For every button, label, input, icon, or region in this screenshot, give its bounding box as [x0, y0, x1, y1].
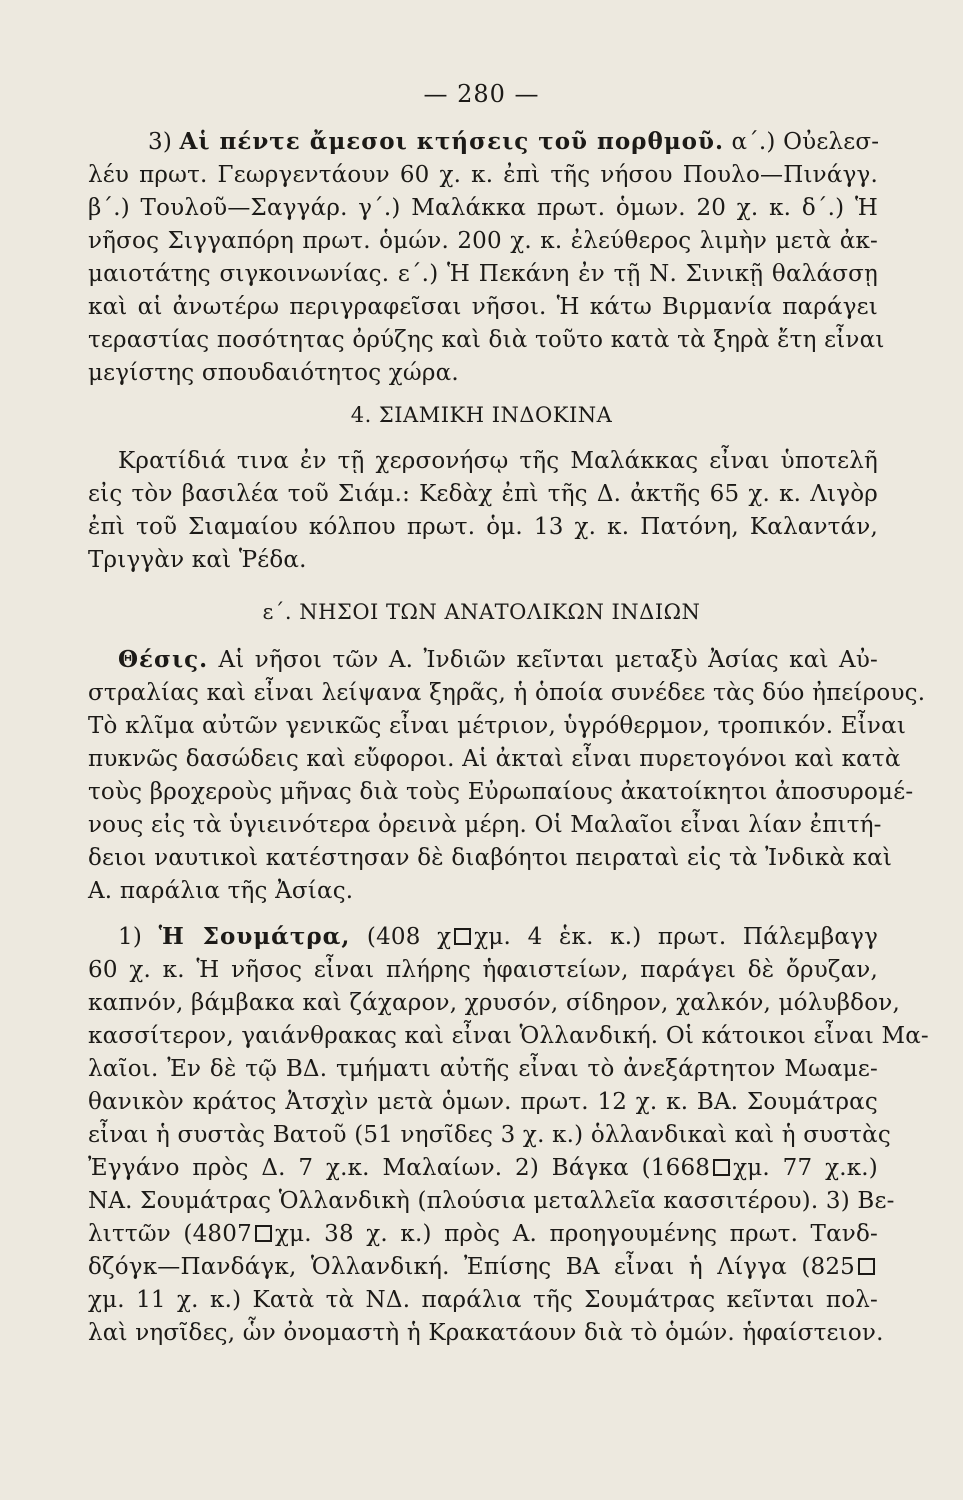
para3-number: 3)	[148, 129, 173, 155]
section-4-title: 4. ΣΙΑΜΙΚΗ ΙΝΔΟΚΙΝΑ	[350, 403, 613, 427]
para3-line-2: λέυ πρωτ. Γεωργεντάουν 60 χ. κ. ἐπὶ τῆς νήσου Πουλο—Πινάγγ.	[88, 162, 878, 188]
sec5-line-6: νους εἰς τὰ ὑγιεινότερα ὀρεινὰ μέρη. Οἱ Μαλαῖοι εἶναι λίαν ἐπιτή-	[88, 812, 882, 838]
sumatra-line-11: δζόγκ—Πανδάγκ, Ὁλλανδική. Ἐπίσης ΒΑ εἶναι ἡ Λίγγα (825	[88, 1252, 878, 1282]
sumatra-line-13: λαὶ νησῖδες, ὧν ὀνομαστὴ ἡ Κρακατάουν διὰ τὸ ὁμών. ἡφαίστειον.	[88, 1320, 884, 1346]
sumatra-line-1: 1) Ἡ Σουμάτρα, (408 χ χμ. 4 ἑκ. κ.) πρωτ. Πάλεμβαγγ	[118, 923, 879, 950]
para3-line-5: μαιοτάτης σιγκοινωνίας. ε΄.) Ἡ Πεκάνη ἐν τῇ Ν. Σινικῇ θαλάσσῃ	[88, 261, 878, 287]
sec5-line-1: Θέσις. Αἱ νῆσοι τῶν Α. Ἰνδιῶν κεῖνται μεταξὺ Ἀσίας καὶ Αὐ-	[118, 646, 878, 673]
sec4-line-3: ἐπὶ τοῦ Σιαμαίου κόλπου πρωτ. ὁμ. 13 χ. κ. Πατόνη, Καλαντάν,	[88, 514, 878, 540]
sumatra-line-5: λαῖοι. Ἐν δὲ τῷ ΒΔ. τμήματι αὐτῆς εἶναι τὸ ἀνεξάρτητον Μωαμε-	[88, 1056, 878, 1082]
sec4-line-4: Τριγγὰν καὶ Ῥέδα.	[88, 547, 307, 573]
sumatra-line-7: εἶναι ἡ συστὰς Βατοῦ (51 νησῖδες 3 χ. κ.) ὁλλανδικαὶ καὶ ἡ συστὰς	[88, 1122, 891, 1148]
sumatra-line-2: 60 χ. κ. Ἡ νῆσος εἶναι πλήρης ἡφαιστείων, παράγει δὲ ὄρυζαν,	[88, 957, 878, 983]
section-5-title: ε΄. ΝΗΣΟΙ ΤΩΝ ΑΝΑΤΟΛΙΚΩΝ ΙΝΔΙΩΝ	[262, 600, 701, 624]
sumatra-line-4: κασσίτερον, γαιάνθρακας καὶ εἶναι Ὁλλανδική. Οἱ κάτοικοι εἶναι Μα-	[88, 1023, 929, 1049]
sec5-heading: Θέσις.	[118, 646, 209, 673]
para3-line-6: καὶ αἱ ἀνωτέρω περιγραφεῖσαι νῆσοι. Ἡ κάτω Βιρμανία παράγει	[88, 294, 878, 320]
sumatra-line-10: λιττῶν (4807 χμ. 38 χ. κ.) πρὸς Α. προηγουμένης πρωτ. Τανδ-	[88, 1221, 879, 1247]
sumatra-heading: Ἡ Σουμάτρα,	[158, 923, 351, 950]
para3-line-1: 3) Αἱ πέντε ἄμεσοι κτήσεις τοῦ πορθμοῦ. α΄.) Οὐελεσ-	[148, 128, 880, 155]
square-km-symbol	[454, 928, 471, 945]
sec5-line-4: πυκνῶς δασώδεις καὶ εὔφοροι. Αἱ ἀκταὶ εἶναι πυρετογόνοι καὶ κατὰ	[88, 746, 901, 772]
para3-line-8: μεγίστης σπουδαιότητος χώρα.	[88, 360, 459, 386]
para3-line-4: νῆσος Σιγγαπόρη πρωτ. ὁμών. 200 χ. κ. ἐλεύθερος λιμὴν μετὰ ἀκ-	[88, 228, 878, 254]
sec5-line-3: Τὸ κλῖμα αὐτῶν γενικῶς εἶναι μέτριον, ὑγρόθερμον, τροπικόν. Εἶναι	[88, 713, 907, 739]
sec5-line-2: στραλίας καὶ εἶναι λείψανα ξηρᾶς, ἡ ὁποία συνέδεε τὰς δύο ἠπείρους.	[88, 680, 926, 706]
sumatra-line-9: ΝΑ. Σουμάτρας Ὁλλανδικὴ (πλούσια μεταλλεῖα κασσιτέρου). 3) Βε-	[88, 1188, 895, 1214]
square-km-symbol	[858, 1258, 875, 1275]
para3-heading: Αἱ πέντε ἄμεσοι κτήσεις τοῦ πορθμοῦ.	[179, 128, 724, 155]
sec4-line-1: Κρατίδιά τινα ἐν τῇ χερσονήσῳ τῆς Μαλάκκας εἶναι ὑποτελῆ	[118, 448, 878, 474]
sumatra-line-8: Ἐγγάνο πρὸς Δ. 7 χ.κ. Μαλαίων. 2) Βάγκα (1668 χμ. 77 χ.κ.)	[88, 1155, 878, 1181]
page-number: — 280 —	[423, 80, 540, 108]
sec5-line-5: τοὺς βροχεροὺς μῆνας διὰ τοὺς Εὐρωπαίους ἀκατοίκητοι ἀποσυρομέ-	[88, 779, 914, 805]
sec5-line-7: δειοι ναυτικοὶ κατέστησαν δὲ διαβόητοι πειραταὶ εἰς τὰ Ἰνδικὰ καὶ	[88, 845, 893, 871]
sumatra-line-6: θανικὸν κράτος Ἀτσχὶν μετὰ ὁμων. πρωτ. 12 χ. κ. ΒΑ. Σουμάτρας	[88, 1089, 878, 1115]
sec4-line-2: εἰς τὸν βασιλέα τοῦ Σιάμ.: Κεδὰχ ἐπὶ τῆς Δ. ἀκτῆς 65 χ. κ. Λιγὸρ	[88, 481, 878, 507]
sec5-line-8: Α. παράλια τῆς Ἀσίας.	[88, 878, 354, 904]
sumatra-line-12: χμ. 11 χ. κ.) Κατὰ τὰ ΝΔ. παράλια τῆς Σουμάτρας κεῖνται πολ-	[88, 1287, 878, 1313]
para3-line-7: τεραστίας ποσότητας ὀρύζης καὶ διὰ τοῦτο κατὰ τὰ ξηρὰ ἔτη εἶναι	[88, 327, 885, 353]
sumatra-line-3: καπνόν, βάμβακα καὶ ζάχαρον, χρυσόν, σίδηρον, χαλκόν, μόλυβδον,	[88, 990, 900, 1016]
square-km-symbol	[255, 1225, 272, 1242]
square-km-symbol	[713, 1159, 730, 1176]
para3-line-3: β΄.) Τουλοῦ—Σαγγάρ. γ΄.) Μαλάκκα πρωτ. ὁμων. 20 χ. κ. δ΄.) Ἡ	[88, 195, 878, 221]
